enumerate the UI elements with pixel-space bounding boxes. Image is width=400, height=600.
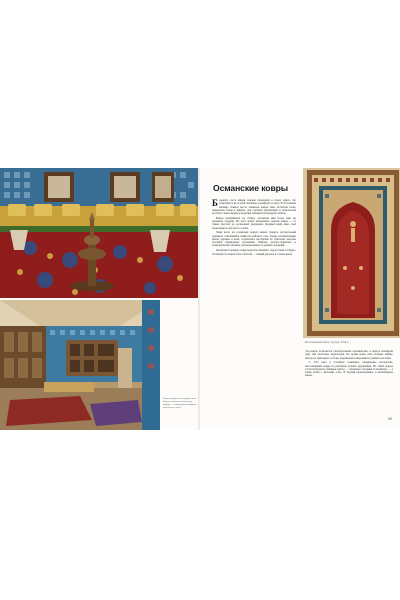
paragraph-text: ольшую часть жизни османы проводили в своих домах, что объясняется их особой любовью к комфорту и уюту. В обстановке жилища главное место занимали ковры: ими застилали полы, покрывали стены и диваны, они служили украшением и показателем достатка семьи. Ковры и подушки заменяли громоздкую мебель. <box>212 199 296 215</box>
paragraph <box>212 199 296 215</box>
book-gutter <box>198 168 200 430</box>
page-number: 99 <box>388 417 392 421</box>
paragraph: С XVI века в Стамбуле появились придворные мастерские, изготовлявшие ковры по рисункам лучших художников. На таких коврах стали изображать изящные цветы — тюльпаны, гвоздики и гиацинты, — а также ветви с листьями «саз». В Турции производились и молитвенные ковры. <box>305 361 393 378</box>
text-column-left <box>212 199 296 257</box>
article-heading: Османские ковры <box>213 183 289 193</box>
dropcap-letter: Б <box>212 197 218 208</box>
paragraph: Ковры развешивали на стенах, застилали ими полы, ими же укрывали сундуки. Во всех домах непременно лежали ковры — от самых простых до роскошных дворцовых. Каждый ковёр имел своё назначение и своё место в доме. <box>212 216 296 230</box>
text-column-right <box>305 350 393 379</box>
prayer-carpet-photo <box>303 168 400 338</box>
ottoman-room-photo <box>0 168 198 298</box>
left-photo-caption: Ковры и диван в интерьере зала. Ковры и мебель в интерьере дворца — характерные примеры восточного стиля. <box>163 398 197 409</box>
paragraph: Чаще всего на османских коврах можно увидеть растительный орнамент, считавшийся символом райского сада. Узоры, изображающие цветы, деревья и вазы, создавались мастерами по образцам, которые готовили придворные художники. Широко распространились и геометрические мотивы, унаследованные от древних традиций. <box>212 231 296 248</box>
paragraph: Эти ковры отличаются своеобразными орнаментами, в центре помещали одну или несколько медальонов. По краям ковра шли узорные каймы, иногда по двенадцать и более, перемежаясь широкими и узкими полосами. <box>305 350 393 360</box>
palace-interior-photo <box>0 300 160 430</box>
paragraph: Центрами турецкого ковроткачества являлись города Ушак и Гёрдес. Особенность ковров этих областей — тонкий рисунок и сочные цвета. <box>212 249 296 256</box>
right-photo-caption: Молитвенный ковёр. Турция. XVIII в. <box>305 341 350 344</box>
